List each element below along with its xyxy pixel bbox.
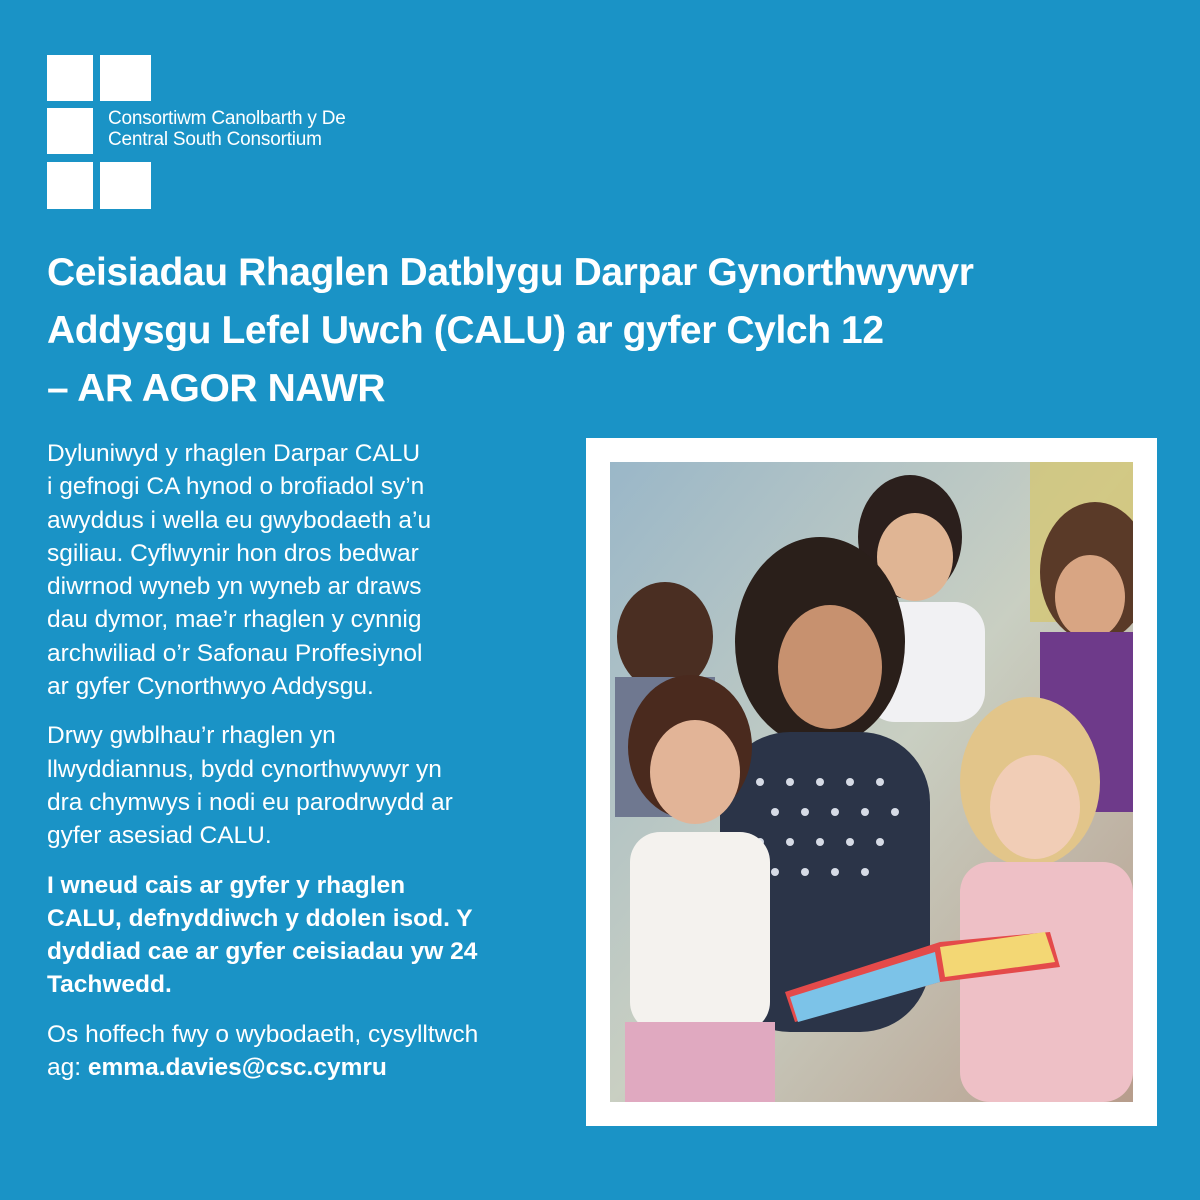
photo-teacher-reading-to-children-icon	[610, 462, 1133, 1102]
contact-paragraph	[47, 1018, 577, 1085]
text-line: CALU, defnyddiwch y ddolen isod. Y	[47, 904, 473, 932]
contact-prefix: ag:	[47, 1054, 88, 1082]
title-line-3: – AR AGOR NAWR	[47, 367, 386, 410]
text-line: ar gyfer Cynorthwyo Addysgu.	[47, 673, 374, 701]
text-line: dau dymor, mae’r rhaglen y cynnig	[47, 606, 422, 634]
text-line: Dyluniwyd y rhaglen Darpar CALU	[47, 440, 421, 467]
contact-text: Os hoffech fwy o wybodaeth, cysylltwch	[47, 1020, 479, 1048]
brand-name-cy: Consortiwm Canolbarth y De	[108, 108, 346, 129]
contact-email-link[interactable]: emma.davies@csc.cymru	[87, 1054, 387, 1082]
text-line: Tachwedd.	[47, 971, 172, 999]
page-title	[47, 244, 1157, 418]
photo-frame	[586, 438, 1157, 1126]
text-line: Drwy gwblhau’r rhaglen yn	[47, 722, 336, 750]
text-line: archwiliad o’r Safonau Proffesiynol	[47, 639, 423, 667]
text-line: llwyddiannus, bydd cynorthwywyr yn	[47, 755, 442, 783]
apply-paragraph	[47, 869, 577, 1002]
brand-name-en: Central South Consortium	[108, 129, 322, 150]
text-line: I wneud cais ar gyfer y rhaglen	[47, 871, 406, 899]
text-line: dra chymwys i nodi eu parodrwydd ar	[47, 788, 453, 816]
text-line: diwrnod wyneb yn wyneb ar draws	[47, 573, 422, 601]
intro-paragraph	[47, 437, 577, 703]
text-line: dyddiad cae ar gyfer ceisiadau yw 24	[47, 938, 478, 966]
title-line-1: Ceisiadau Rhaglen Datblygu Darpar Gynorthwywyr	[47, 251, 974, 294]
text-line: gyfer asesiad CALU.	[47, 822, 272, 850]
text-line: i gefnogi CA hynod o brofiadol sy’n	[47, 473, 425, 501]
brand-name	[108, 108, 346, 150]
body-text	[47, 437, 577, 1100]
title-line-2: Addysgu Lefel Uwch (CALU) ar gyfer Cylch 12	[47, 309, 884, 352]
completion-paragraph	[47, 719, 577, 852]
text-line: sgiliau. Cyflwynir hon dros bedwar	[47, 539, 419, 567]
text-line: awyddus i wella eu gwybodaeth a’u	[47, 506, 432, 534]
